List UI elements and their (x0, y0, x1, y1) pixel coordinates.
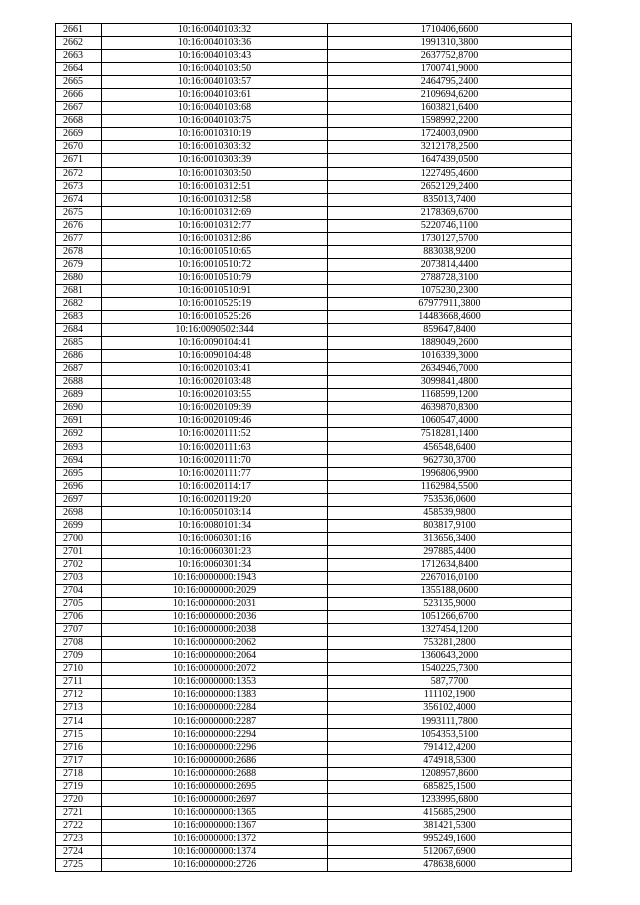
cadastral-number-cell: 10:16:0040103:50 (102, 63, 328, 76)
table-row (56, 180, 572, 193)
cadastral-value-cell: 1700741,9000 (328, 63, 572, 76)
cadastral-number-cell: 10:16:0040103:57 (102, 76, 328, 89)
cadastral-value-cell: 512067,6900 (328, 845, 572, 858)
row-number-cell: 2696 (56, 480, 102, 493)
table-row (56, 689, 572, 702)
row-number-cell: 2725 (56, 859, 102, 872)
cadastral-number-cell: 10:16:0000000:2031 (102, 598, 328, 611)
row-number-cell: 2687 (56, 363, 102, 376)
cadastral-value-cell: 791412,4200 (328, 741, 572, 754)
table-row (56, 376, 572, 389)
row-number-cell: 2692 (56, 428, 102, 441)
table-row (56, 819, 572, 832)
cadastral-number-cell: 10:16:0000000:2072 (102, 663, 328, 676)
cadastral-number-cell: 10:16:0010312:77 (102, 219, 328, 232)
cadastral-value-cell: 2109694,6200 (328, 89, 572, 102)
cadastral-number-cell: 10:16:0010310:19 (102, 128, 328, 141)
cadastral-number-cell: 10:16:0020109:39 (102, 402, 328, 415)
cadastral-number-cell: 10:16:0010510:79 (102, 271, 328, 284)
cadastral-number-cell: 10:16:0050103:14 (102, 506, 328, 519)
cadastral-value-cell: 478638,6000 (328, 859, 572, 872)
row-number-cell: 2695 (56, 467, 102, 480)
cadastral-value-cell: 1540225,7300 (328, 663, 572, 676)
cadastral-value-cell: 2464795,2400 (328, 76, 572, 89)
row-number-cell: 2666 (56, 89, 102, 102)
row-number-cell: 2670 (56, 141, 102, 154)
row-number-cell: 2678 (56, 245, 102, 258)
row-number-cell: 2709 (56, 650, 102, 663)
row-number-cell: 2667 (56, 102, 102, 115)
table-row (56, 859, 572, 872)
row-number-cell: 2673 (56, 180, 102, 193)
cadastral-number-cell: 10:16:0090104:41 (102, 337, 328, 350)
row-number-cell: 2703 (56, 571, 102, 584)
row-number-cell: 2724 (56, 845, 102, 858)
cadastral-number-cell: 10:16:0000000:2062 (102, 637, 328, 650)
table-row (56, 89, 572, 102)
cadastral-number-cell: 10:16:0020103:48 (102, 376, 328, 389)
row-number-cell: 2710 (56, 663, 102, 676)
cadastral-number-cell: 10:16:0040103:61 (102, 89, 328, 102)
table-row (56, 715, 572, 728)
cadastral-number-cell: 10:16:0010312:86 (102, 232, 328, 245)
cadastral-number-cell: 10:16:0010303:50 (102, 167, 328, 180)
cadastral-value-cell: 1060547,4000 (328, 415, 572, 428)
cadastral-number-cell: 10:16:0040103:68 (102, 102, 328, 115)
row-number-cell: 2717 (56, 754, 102, 767)
row-number-cell: 2706 (56, 611, 102, 624)
table-row (56, 702, 572, 715)
table-row (56, 793, 572, 806)
cadastral-value-cell: 14483668,4600 (328, 311, 572, 324)
row-number-cell: 2694 (56, 454, 102, 467)
row-number-cell: 2712 (56, 689, 102, 702)
row-number-cell: 2713 (56, 702, 102, 715)
cadastral-value-cell: 1598992,2200 (328, 115, 572, 128)
cadastral-value-cell: 523135,9000 (328, 598, 572, 611)
cadastral-number-cell: 10:16:0020119:20 (102, 493, 328, 506)
cadastral-number-cell: 10:16:0000000:1374 (102, 845, 328, 858)
table-row (56, 598, 572, 611)
table-row (56, 780, 572, 793)
cadastral-value-cell: 3212178,2500 (328, 141, 572, 154)
cadastral-value-cell: 313656,3400 (328, 532, 572, 545)
cadastral-number-cell: 10:16:0000000:2296 (102, 741, 328, 754)
table-row (56, 311, 572, 324)
table-row (56, 297, 572, 310)
cadastral-number-cell: 10:16:0040103:36 (102, 37, 328, 50)
cadastral-number-cell: 10:16:0040103:75 (102, 115, 328, 128)
table-row (56, 258, 572, 271)
row-number-cell: 2663 (56, 50, 102, 63)
cadastral-number-cell: 10:16:0020111:70 (102, 454, 328, 467)
cadastral-number-cell: 10:16:0000000:1367 (102, 819, 328, 832)
row-number-cell: 2661 (56, 24, 102, 37)
table-row (56, 154, 572, 167)
table-row (56, 650, 572, 663)
cadastral-value-cell: 1162984,5500 (328, 480, 572, 493)
cadastral-number-cell: 10:16:0010525:19 (102, 297, 328, 310)
row-number-cell: 2675 (56, 206, 102, 219)
table-row (56, 637, 572, 650)
cadastral-number-cell: 10:16:0020103:55 (102, 389, 328, 402)
cadastral-number-cell: 10:16:0010510:91 (102, 284, 328, 297)
row-number-cell: 2664 (56, 63, 102, 76)
cadastral-value-cell: 111102,1900 (328, 689, 572, 702)
row-number-cell: 2697 (56, 493, 102, 506)
row-number-cell: 2680 (56, 271, 102, 284)
cadastral-number-cell: 10:16:0000000:2294 (102, 728, 328, 741)
cadastral-value-cell: 381421,5300 (328, 819, 572, 832)
cadastral-number-cell: 10:16:0000000:2688 (102, 767, 328, 780)
table-row (56, 167, 572, 180)
cadastral-number-cell: 10:16:0000000:2064 (102, 650, 328, 663)
cadastral-value-cell: 5220746,1100 (328, 219, 572, 232)
cadastral-value-cell: 753281,2800 (328, 637, 572, 650)
table-row (56, 102, 572, 115)
table-row (56, 402, 572, 415)
cadastral-value-cell: 1889049,2600 (328, 337, 572, 350)
table-row (56, 832, 572, 845)
table-row (56, 493, 572, 506)
cadastral-number-cell: 10:16:0000000:1383 (102, 689, 328, 702)
row-number-cell: 2671 (56, 154, 102, 167)
table-row (56, 350, 572, 363)
cadastral-number-cell: 10:16:0090502:344 (102, 324, 328, 337)
row-number-cell: 2676 (56, 219, 102, 232)
table-row (56, 845, 572, 858)
cadastral-number-cell: 10:16:0000000:2029 (102, 585, 328, 598)
cadastral-value-cell: 1208957,8600 (328, 767, 572, 780)
cadastral-number-cell: 10:16:0020111:77 (102, 467, 328, 480)
cadastral-number-cell: 10:16:0060301:16 (102, 532, 328, 545)
cadastral-number-cell: 10:16:0020109:46 (102, 415, 328, 428)
cadastral-value-cell: 587,7700 (328, 676, 572, 689)
table-row (56, 206, 572, 219)
table-row (56, 480, 572, 493)
cadastral-number-cell: 10:16:0010312:58 (102, 193, 328, 206)
table-row (56, 128, 572, 141)
table-row (56, 324, 572, 337)
cadastral-number-cell: 10:16:0000000:2726 (102, 859, 328, 872)
table-row (56, 219, 572, 232)
table-row (56, 76, 572, 89)
row-number-cell: 2681 (56, 284, 102, 297)
cadastral-number-cell: 10:16:0000000:2038 (102, 624, 328, 637)
cadastral-number-cell: 10:16:0020103:41 (102, 363, 328, 376)
table-row (56, 428, 572, 441)
cadastral-value-cell: 995249,1600 (328, 832, 572, 845)
cadastral-value-cell: 474918,5300 (328, 754, 572, 767)
cadastral-number-cell: 10:16:0000000:2695 (102, 780, 328, 793)
cadastral-value-cell: 883038,9200 (328, 245, 572, 258)
row-number-cell: 2722 (56, 819, 102, 832)
table-row (56, 571, 572, 584)
table-row (56, 50, 572, 63)
cadastral-value-cell: 3099841,4800 (328, 376, 572, 389)
table-row (56, 37, 572, 50)
cadastral-number-cell: 10:16:0000000:2284 (102, 702, 328, 715)
cadastral-value-cell: 1710406,6600 (328, 24, 572, 37)
cadastral-value-cell: 2637752,8700 (328, 50, 572, 63)
cadastral-number-cell: 10:16:0000000:2686 (102, 754, 328, 767)
cadastral-value-cell: 1996806,9900 (328, 467, 572, 480)
row-number-cell: 2715 (56, 728, 102, 741)
cadastral-value-cell: 803817,9100 (328, 519, 572, 532)
cadastral-number-cell: 10:16:0010510:65 (102, 245, 328, 258)
cadastral-value-cell: 753536,0600 (328, 493, 572, 506)
cadastral-number-cell: 10:16:0000000:1353 (102, 676, 328, 689)
cadastral-value-cell: 2178369,6700 (328, 206, 572, 219)
row-number-cell: 2693 (56, 441, 102, 454)
cadastral-value-cell: 1730127,5700 (328, 232, 572, 245)
cadastral-value-cell: 456548,6400 (328, 441, 572, 454)
cadastral-value-cell: 1051266,6700 (328, 611, 572, 624)
table-row (56, 676, 572, 689)
cadastral-number-cell: 10:16:0010312:51 (102, 180, 328, 193)
table-row (56, 454, 572, 467)
table-row (56, 728, 572, 741)
row-number-cell: 2721 (56, 806, 102, 819)
row-number-cell: 2698 (56, 506, 102, 519)
cadastral-number-cell: 10:16:0040103:32 (102, 24, 328, 37)
table-row (56, 363, 572, 376)
cadastral-value-cell: 297885,4400 (328, 545, 572, 558)
cadastral-value-cell: 1360643,2000 (328, 650, 572, 663)
cadastral-value-cell: 415685,2900 (328, 806, 572, 819)
table-row (56, 519, 572, 532)
cadastral-number-cell: 10:16:0020111:52 (102, 428, 328, 441)
cadastral-value-cell: 2652129,2400 (328, 180, 572, 193)
table-row (56, 585, 572, 598)
row-number-cell: 2689 (56, 389, 102, 402)
row-number-cell: 2677 (56, 232, 102, 245)
cadastral-value-table (55, 23, 572, 872)
row-number-cell: 2669 (56, 128, 102, 141)
cadastral-number-cell: 10:16:0000000:2697 (102, 793, 328, 806)
row-number-cell: 2682 (56, 297, 102, 310)
cadastral-number-cell: 10:16:0010303:32 (102, 141, 328, 154)
cadastral-number-cell: 10:16:0010510:72 (102, 258, 328, 271)
cadastral-number-cell: 10:16:0000000:1943 (102, 571, 328, 584)
cadastral-number-cell: 10:16:0090104:48 (102, 350, 328, 363)
table-row (56, 245, 572, 258)
cadastral-value-cell: 1227495,4600 (328, 167, 572, 180)
row-number-cell: 2668 (56, 115, 102, 128)
table-row (56, 337, 572, 350)
row-number-cell: 2723 (56, 832, 102, 845)
table-row (56, 24, 572, 37)
cadastral-value-cell: 7518281,1400 (328, 428, 572, 441)
cadastral-number-cell: 10:16:0040103:43 (102, 50, 328, 63)
row-number-cell: 2701 (56, 545, 102, 558)
cadastral-number-cell: 10:16:0010303:39 (102, 154, 328, 167)
cadastral-value-cell: 1168599,1200 (328, 389, 572, 402)
table-row (56, 467, 572, 480)
row-number-cell: 2685 (56, 337, 102, 350)
cadastral-value-cell: 685825,1500 (328, 780, 572, 793)
table-row (56, 141, 572, 154)
table-row (56, 663, 572, 676)
row-number-cell: 2719 (56, 780, 102, 793)
row-number-cell: 2684 (56, 324, 102, 337)
row-number-cell: 2720 (56, 793, 102, 806)
row-number-cell: 2702 (56, 558, 102, 571)
cadastral-number-cell: 10:16:0000000:1372 (102, 832, 328, 845)
table-row (56, 558, 572, 571)
table-row (56, 63, 572, 76)
cadastral-value-cell: 1355188,0600 (328, 585, 572, 598)
cadastral-value-cell: 1016339,3000 (328, 350, 572, 363)
row-number-cell: 2672 (56, 167, 102, 180)
row-number-cell: 2665 (56, 76, 102, 89)
table-row (56, 611, 572, 624)
cadastral-number-cell: 10:16:0010312:69 (102, 206, 328, 219)
cadastral-value-cell: 859647,8400 (328, 324, 572, 337)
row-number-cell: 2714 (56, 715, 102, 728)
row-number-cell: 2679 (56, 258, 102, 271)
table-row (56, 741, 572, 754)
cadastral-value-cell: 2634946,7000 (328, 363, 572, 376)
row-number-cell: 2683 (56, 311, 102, 324)
table-row (56, 115, 572, 128)
cadastral-number-cell: 10:16:0020114:17 (102, 480, 328, 493)
row-number-cell: 2674 (56, 193, 102, 206)
cadastral-value-cell: 458539,9800 (328, 506, 572, 519)
cadastral-value-cell: 1054353,5100 (328, 728, 572, 741)
cadastral-value-cell: 1075230,2300 (328, 284, 572, 297)
table-row (56, 271, 572, 284)
row-number-cell: 2688 (56, 376, 102, 389)
table-row (56, 506, 572, 519)
table-body (56, 24, 572, 872)
table-row (56, 806, 572, 819)
cadastral-value-cell: 4639870,8300 (328, 402, 572, 415)
cadastral-value-cell: 1991310,3800 (328, 37, 572, 50)
row-number-cell: 2699 (56, 519, 102, 532)
row-number-cell: 2662 (56, 37, 102, 50)
table-row (56, 545, 572, 558)
cadastral-number-cell: 10:16:0010525:26 (102, 311, 328, 324)
row-number-cell: 2716 (56, 741, 102, 754)
row-number-cell: 2691 (56, 415, 102, 428)
cadastral-value-cell: 962730,3700 (328, 454, 572, 467)
table-row (56, 232, 572, 245)
cadastral-value-cell: 356102,4000 (328, 702, 572, 715)
cadastral-value-cell: 835013,7400 (328, 193, 572, 206)
cadastral-value-cell: 2073814,4400 (328, 258, 572, 271)
row-number-cell: 2705 (56, 598, 102, 611)
cadastral-value-cell: 1603821,6400 (328, 102, 572, 115)
cadastral-value-cell: 1327454,1200 (328, 624, 572, 637)
cadastral-number-cell: 10:16:0000000:2287 (102, 715, 328, 728)
cadastral-number-cell: 10:16:0000000:2036 (102, 611, 328, 624)
table-row (56, 532, 572, 545)
table-row (56, 754, 572, 767)
row-number-cell: 2711 (56, 676, 102, 689)
cadastral-number-cell: 10:16:0000000:1365 (102, 806, 328, 819)
cadastral-value-cell: 1993111,7800 (328, 715, 572, 728)
cadastral-value-cell: 67977911,3800 (328, 297, 572, 310)
cadastral-value-cell: 1724003,0900 (328, 128, 572, 141)
cadastral-value-cell: 2788728,3100 (328, 271, 572, 284)
table-row (56, 415, 572, 428)
cadastral-number-cell: 10:16:0020111:63 (102, 441, 328, 454)
row-number-cell: 2690 (56, 402, 102, 415)
cadastral-value-cell: 1712634,8400 (328, 558, 572, 571)
cadastral-value-cell: 1647439,0500 (328, 154, 572, 167)
row-number-cell: 2718 (56, 767, 102, 780)
table-row (56, 767, 572, 780)
table-row (56, 624, 572, 637)
table-row (56, 441, 572, 454)
row-number-cell: 2686 (56, 350, 102, 363)
table-row (56, 389, 572, 402)
cadastral-number-cell: 10:16:0060301:23 (102, 545, 328, 558)
cadastral-number-cell: 10:16:0060301:34 (102, 558, 328, 571)
row-number-cell: 2704 (56, 585, 102, 598)
row-number-cell: 2707 (56, 624, 102, 637)
table-row (56, 193, 572, 206)
row-number-cell: 2700 (56, 532, 102, 545)
cadastral-value-cell: 2267016,0100 (328, 571, 572, 584)
table-row (56, 284, 572, 297)
cadastral-value-cell: 1233995,6800 (328, 793, 572, 806)
cadastral-number-cell: 10:16:0080101:34 (102, 519, 328, 532)
row-number-cell: 2708 (56, 637, 102, 650)
